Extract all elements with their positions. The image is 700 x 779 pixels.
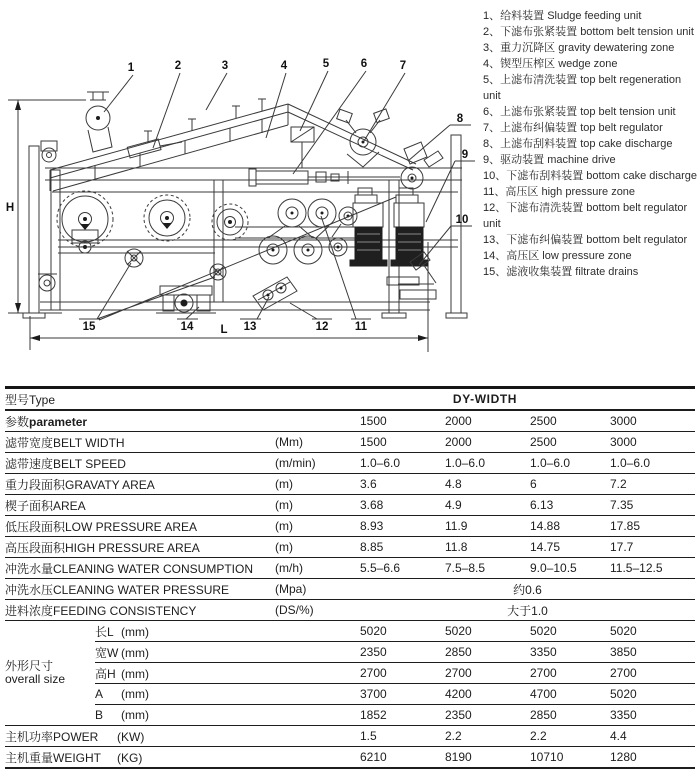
row-value: 6210 [360,747,445,769]
row-value: 2.2 [530,726,610,747]
row-value: 11.5–12.5 [610,558,695,579]
row-label: 进料浓度FEEDING CONSISTENCY [5,600,275,621]
callout-2: 2 [174,60,182,72]
size-sub-label: 高H (mm) [95,663,275,684]
row-value: 1.0–6.0 [530,453,610,474]
row-value: 6 [530,474,610,495]
row-value: 3350 [530,642,610,663]
parts-legend [483,8,700,280]
row-value: 1280 [610,747,695,769]
table-row [5,474,695,495]
table-row [5,642,695,663]
row-value: 4.4 [610,726,695,747]
legend-item-12: 12、下滤布清洗装置 bottom belt regulator unit [483,202,688,230]
callout-6: 6 [360,58,368,70]
row-value: 2500 [530,432,610,453]
callout-12: 12 [315,321,329,333]
row-value: 2350 [445,705,530,726]
table-cell [275,705,360,726]
row-value: 5020 [360,621,445,642]
table-row [5,537,695,558]
legend-item-9: 9、驱动装置 machine drive [483,154,616,166]
row-label: 主机功率POWER (KW) [5,726,360,747]
row-value: 2350 [360,642,445,663]
dim-l-label: L [220,324,228,336]
table-row [5,684,695,705]
row-value: 3850 [610,642,695,663]
row-value: 6.13 [530,495,610,516]
row-value: 5020 [610,684,695,705]
table-row [5,388,695,411]
row-value: 3700 [360,684,445,705]
legend-item-11: 11、高压区 high pressure zone [483,186,636,198]
row-value: 1.0–6.0 [360,453,445,474]
row-value: 2000 [445,432,530,453]
span-value: 约0.6 [360,579,695,600]
row-value: 3350 [610,705,695,726]
row-value: 8.85 [360,537,445,558]
row-value: 3.6 [360,474,445,495]
callout-14: 14 [180,321,194,333]
row-value: 5.5–6.6 [360,558,445,579]
type-label: 型号Type [5,388,275,411]
param-label: 参数parameter [5,410,360,432]
row-unit: (m) [275,474,360,495]
belt-press-diagram [0,0,480,385]
size-sub-label: 长L (mm) [95,621,275,642]
table-row [5,432,695,453]
legend-item-2: 2、下滤布张紧装置 bottom belt tension unit [483,26,694,38]
table-row [5,726,695,747]
legend-item-10: 10、下滤布刮料装置 bottom cake discharge [483,170,697,182]
row-value: 2850 [530,705,610,726]
sludge-feeder [86,92,110,130]
row-unit: (Mpa) [275,579,360,600]
gravity-deck [41,92,288,191]
row-value: 11.8 [445,537,530,558]
callout-13: 13 [243,321,257,333]
row-value: 2700 [360,663,445,684]
row-value: 14.75 [530,537,610,558]
row-value: 5020 [445,621,530,642]
gravity-rollers [57,191,248,253]
row-unit: (m) [275,495,360,516]
callout-4: 4 [280,60,288,72]
row-label: 滤带宽度BELT WIDTH [5,432,275,453]
model-value: 1500 [360,410,445,432]
row-label: 楔子面积AREA [5,495,275,516]
legend-item-1: 1、给料装置 Sludge feeding unit [483,10,642,22]
callout-10: 10 [455,214,469,226]
callout-5: 5 [322,58,330,70]
press-rollers [235,199,366,264]
row-unit: (DS/%) [275,600,360,621]
row-label: 滤带速度BELT SPEED [5,453,275,474]
table-row [5,410,695,432]
row-value: 7.35 [610,495,695,516]
legend-item-14: 14、高压区 low pressure zone [483,250,632,262]
model-value: 3000 [610,410,695,432]
row-value: 17.7 [610,537,695,558]
table-row [5,621,695,642]
row-value: 17.85 [610,516,695,537]
type-value: DY-WIDTH [275,388,695,411]
row-unit: (m) [275,516,360,537]
span-value: 大于1.0 [360,600,695,621]
legend-item-3: 3、重力沉降区 gravity dewatering zone [483,42,675,54]
row-value: 1.5 [360,726,445,747]
row-value: 9.0–10.5 [530,558,610,579]
table-row [5,663,695,684]
size-group-label: 外形尺寸 overall size [5,621,95,726]
row-unit: (m) [275,537,360,558]
row-value: 3000 [610,432,695,453]
row-value: 5020 [530,621,610,642]
row-unit: (m/h) [275,558,360,579]
table-row [5,453,695,474]
table-row [5,558,695,579]
size-sub-label: 宽W (mm) [95,642,275,663]
row-unit: (Mm) [275,432,360,453]
row-value: 14.88 [530,516,610,537]
top-belt-cleaning [291,127,314,168]
row-label: 主机重量WEIGHT (KG) [5,747,360,769]
row-value: 8.93 [360,516,445,537]
row-value: 2.2 [445,726,530,747]
size-sub-label: B (mm) [95,705,275,726]
table-cell [275,621,360,642]
row-value: 5020 [610,621,695,642]
table-row [5,600,695,621]
table-row [5,747,695,769]
model-value: 2000 [445,410,530,432]
row-value: 2850 [445,642,530,663]
table-row [5,579,695,600]
row-value: 4.9 [445,495,530,516]
callout-3: 3 [221,60,229,72]
row-value: 2700 [610,663,695,684]
row-label: 高压段面积HIGH PRESSURE AREA [5,537,275,558]
row-label: 重力段面积GRAVATY AREA [5,474,275,495]
bottom-hardware [38,249,297,313]
row-label: 低压段面积LOW PRESSURE AREA [5,516,275,537]
legend-item-8: 8、上滤布刮料装置 top cake discharge [483,138,673,150]
row-value: 1.0–6.0 [610,453,695,474]
row-value: 1500 [360,432,445,453]
legend-item-4: 4、锲型压榨区 wedge zone [483,58,618,70]
row-value: 10710 [530,747,610,769]
row-unit: (m/min) [275,453,360,474]
table-row [5,705,695,726]
row-value: 3.68 [360,495,445,516]
callout-8: 8 [456,113,464,125]
dim-h-label: H [5,202,15,214]
table-cell [275,663,360,684]
tension-cylinder [249,169,400,186]
spec-table [5,386,695,769]
callout-11: 11 [354,321,368,333]
row-value: 11.9 [445,516,530,537]
row-value: 1.0–6.0 [445,453,530,474]
table-row [5,495,695,516]
legend-item-7: 7、上滤布纠偏装置 top belt regulator [483,122,663,134]
row-value: 4200 [445,684,530,705]
table-cell [275,642,360,663]
legend-item-5: 5、上滤布清洗装置 top belt regeneration unit [483,74,682,102]
table-row [5,516,695,537]
row-value: 7.2 [610,474,695,495]
row-label: 冲洗水量CLEANING WATER CONSUMPTION [5,558,275,579]
row-value: 7.5–8.5 [445,558,530,579]
row-value: 2700 [445,663,530,684]
row-value: 4.8 [445,474,530,495]
table-cell [275,684,360,705]
callout-9: 9 [461,149,469,161]
size-sub-label: A (mm) [95,684,275,705]
legend-item-15: 15、滤液收集装置 filtrate drains [483,266,639,278]
legend-item-6: 6、上滤布张紧装置 top belt tension unit [483,106,676,118]
row-value: 4700 [530,684,610,705]
row-label: 冲洗水压CLEANING WATER PRESSURE [5,579,275,600]
callout-15: 15 [82,321,96,333]
row-value: 2700 [530,663,610,684]
model-value: 2500 [530,410,610,432]
row-value: 1852 [360,705,445,726]
callout-1: 1 [127,62,135,74]
callout-7: 7 [399,60,407,72]
row-value: 8190 [445,747,530,769]
legend-item-13: 13、下滤布纠偏装置 bottom belt regulator [483,234,688,246]
